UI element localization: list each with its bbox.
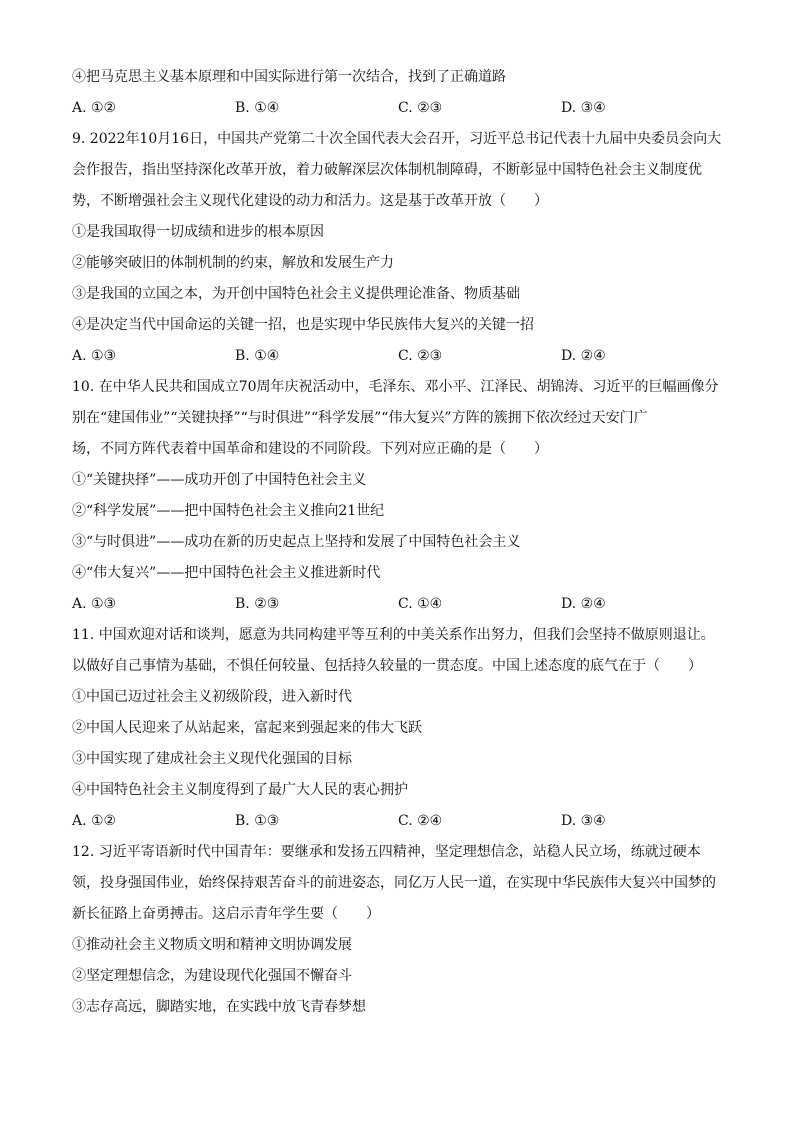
q9-stem-line-1: 9. 2022年10月16日，中国共产党第二十次全国代表大会召开，习近平总书记代表十九届中央委员会向大 [72,131,722,147]
q12-stem-line-2: 领，投身强国伟业，始终保持艰苦奋斗的前进姿态，同亿万人民一道，在实现中华民族伟大复兴中国梦的 [72,875,716,891]
q8-option-d: D. ③④ [561,100,606,116]
q10-option-c: C. ①④ [398,596,443,612]
q11-option-b: B. ①③ [235,813,280,829]
q9-option-a: A. ①③ [72,348,117,364]
q10-stem-line-1: 10. 在中华人民共和国成立70周年庆祝活动中，毛泽东、邓小平、江泽民、胡锦涛、习近平的巨幅画像分 [72,379,719,395]
q9-item-4: ④是决定当代中国命运的关键一招，也是实现中华民族伟大复兴的关键一招 [72,317,534,333]
q9-options [72,341,724,372]
exam-page [72,62,724,1023]
q10-stem-line-3: 场，不同方阵代表着中国革命和建设的不同阶段。下列对应正确的是（ ） [72,441,548,457]
q9-item-2: ②能够突破旧的体制机制的约束，解放和发展生产力 [72,255,394,271]
q10-item-1: ①“关键抉择”——成功开创了中国特色社会主义 [72,472,367,488]
q8-option-c: C. ②③ [398,100,443,116]
q12-stem-line-1: 12. 习近平寄语新时代中国青年：要继承和发扬五四精神，坚定理想信念，站稳人民立场，练就过硬本 [72,844,701,860]
q9-item-1: ①是我国取得一切成绩和进步的根本原因 [72,224,324,240]
q8-item-4: ④把马克思主义基本原理和中国实际进行第一次结合，找到了正确道路 [72,69,506,85]
q9-option-d: D. ②④ [561,348,606,364]
q10-stem-line-2: 别在“建国伟业”“关键抉择”“与时俱进”“科学发展”“伟大复兴”方阵的簇拥下依次经过天安门广 [72,410,648,426]
q12-item-2: ②坚定理想信念，为建设现代化强国不懈奋斗 [72,968,352,984]
q12-stem-line-3: 新长征路上奋勇搏击。这启示青年学生要（ ） [72,906,380,922]
q11-stem-line-1: 11. 中国欢迎对话和谈判，愿意为共同构建平等互利的中美关系作出努力，但我们会坚持不做原则退让。 [72,627,715,643]
q10-item-4: ④“伟大复兴”——把中国特色社会主义推进新时代 [72,565,381,581]
q10-option-b: B. ②③ [235,596,280,612]
q8-options [72,93,724,124]
question-11 [72,620,724,837]
question-12 [72,837,724,1023]
q9-stem-line-2: 会作报告，指出坚持深化改革开放，着力破解深层次体制机制障碍，不断彰显中国特色社会主义制度优 [72,162,702,178]
q11-option-a: A. ①② [72,813,117,829]
q10-option-d: D. ②④ [561,596,606,612]
q11-item-4: ④中国特色社会主义制度得到了最广大人民的衷心拥护 [72,782,408,798]
q10-item-3: ③“与时俱进”——成功在新的历史起点上坚持和发展了中国特色社会主义 [72,534,521,550]
q11-item-3: ③中国实现了建成社会主义现代化强国的目标 [72,751,352,767]
q8-option-a: A. ①② [72,100,117,116]
q10-options [72,589,724,620]
q12-item-3: ③志存高远，脚踏实地，在实践中放飞青春梦想 [72,999,366,1015]
question-8 [72,62,724,124]
question-10 [72,372,724,620]
q11-option-d: D. ③④ [561,813,606,829]
q10-option-a: A. ①③ [72,596,117,612]
q9-option-b: B. ①④ [235,348,280,364]
q11-options [72,806,724,837]
q11-option-c: C. ②④ [398,813,443,829]
q11-item-1: ①中国已迈过社会主义初级阶段，进入新时代 [72,689,352,705]
q9-option-c: C. ②③ [398,348,443,364]
question-9 [72,124,724,372]
q8-option-b: B. ①④ [235,100,280,116]
q9-stem-line-3: 势，不断增强社会主义现代化建设的动力和活力。这是基于改革开放（ ） [72,193,548,209]
q11-stem-line-2: 以做好自己事情为基础，不惧任何较量、包括持久较量的一贯态度。中国上述态度的底气在于（ ） [72,658,702,674]
q11-item-2: ②中国人民迎来了从站起来，富起来到强起来的伟大飞跃 [72,720,422,736]
q10-item-2: ②“科学发展”——把中国特色社会主义推向21世纪 [72,503,385,519]
q9-item-3: ③是我国的立国之本，为开创中国特色社会主义提供理论准备、物质基础 [72,286,520,302]
q12-item-1: ①推动社会主义物质文明和精神文明协调发展 [72,937,352,953]
